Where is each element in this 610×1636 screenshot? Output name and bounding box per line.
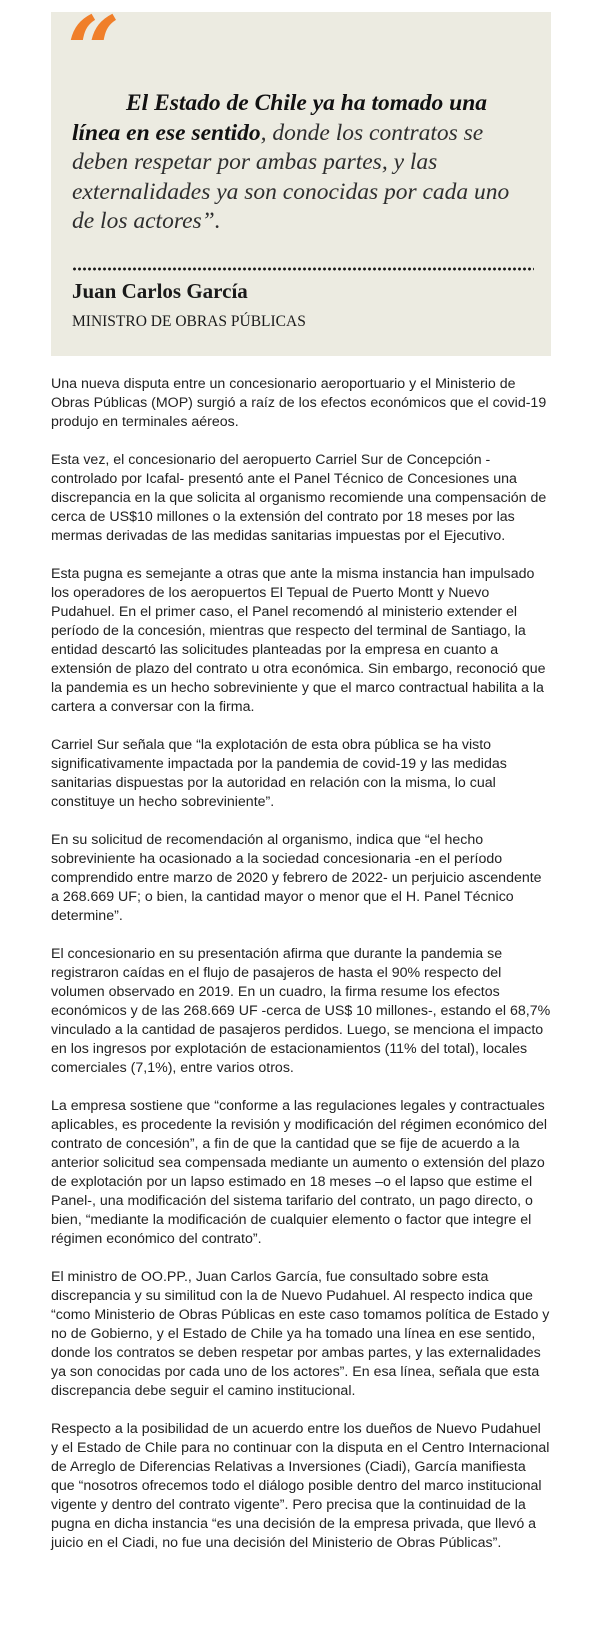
quote-mark-icon: “	[67, 0, 120, 104]
paragraph: Esta vez, el concesionario del aeropuerto Carriel Sur de Concepción -controlado por Icafal- presentó ante el Panel Técnico de Concesiones una discrepancia en la que solicita al organismo recomiende una compensación de cerca de US$10 millones o la extensión del contrato por 18 meses por las mermas derivadas de las medidas sanitarias impuestas por el Ejecutivo.	[51, 452, 547, 544]
paragraph: En su solicitud de recomendación al organismo, indica que “el hecho sobreviniente ha ocasionado a la sociedad concesionaria -en el período comprendido entre marzo de 2020 y febrero de 2022- un perjuicio ascendente a 268.669 UF; o bien, la cantidad mayor o menor que el H. Panel Técnico determine”.	[51, 832, 542, 924]
quote-strong-text: El Estado de Chile ya ha tomado una línea en ese sentido	[72, 90, 488, 146]
paragraph: El ministro de OO.PP., Juan Carlos García, fue consultado sobre esta discrepancia y su similitud con la de Nuevo Pudahuel. Al respecto indica que “como Ministerio de Obras Públicas en este caso tomamos política de Estado y no de Gobierno, y el Estado de Chile ya ha tomado una línea en ese sentido, donde los contratos se deben respetar por ambas partes, y las externalidades ya son conocidas por cada uno de los actores”. En esa línea, señala que esta discrepancia debe seguir el camino institucional.	[51, 1269, 550, 1399]
paragraph: El concesionario en su presentación afirma que durante la pandemia se registraron caídas en el flujo de pasajeros de hasta el 90% respecto del volumen observado en 2019. En un cuadro, la firma resume los efectos económicos y de las 268.669 UF -cerca de US$ 10 millones-, estando el 68,7% vinculado a la cantidad de pasajeros perdidos. Luego, se menciona el impacto en los ingresos por explotación de estacionamientos (11% del total), locales comerciales (7,1%), entre varios otros.	[51, 946, 551, 1076]
article-body	[51, 375, 551, 1553]
paragraph: Esta pugna es semejante a otras que ante la misma instancia han impulsado los operadores de los aeropuertos El Tepual de Puerto Montt y Nuevo Pudahuel. En el primer caso, el Panel recomendó al ministerio extender el período de la concesión, mientras que respecto del terminal de Santiago, la entidad descartó las solicitudes planteadas por la empresa en cuanto a extensión de plazo del contrato u otra económica. Sin embargo, reconoció que la pandemia es un hecho sobreviniente y que el marco contractual habilita a la cartera a conversar con la firma.	[51, 566, 546, 715]
quote-text	[72, 89, 532, 237]
dotted-divider	[72, 267, 534, 271]
paragraph: La empresa sostiene que “conforme a las regulaciones legales y contractuales aplicables, es procedente la revisión y modificación del régimen económico del contrato de concesión”, a fin de que la cantidad que se fije de acuerdo a la anterior solicitud sea compensada mediante un aumento o extensión del plazo de explotación por un lapso estimado en 18 meses –o el lapso que estime el Panel-, una modificación del sistema tarifario del contrato, un pago directo, o bien, “mediante la modificación de cualquier elemento o factor que integre el régimen económico del contrato”.	[51, 1098, 548, 1247]
pull-quote	[51, 0, 551, 356]
paragraph: Respecto a la posibilidad de un acuerdo entre los dueños de Nuevo Pudahuel y el Estado de Chile para no continuar con la disputa en el Centro Internacional de Arreglo de Diferencias Relativas a Inversiones (Ciadi), García manifiesta que “nosotros ofrecemos todo el diálogo posible dentro del marco institucional vigente y dentro del contrato vigente”. Pero precisa que la continuidad de la pugna en dicha instancia “es una decisión de la empresa privada, que llevó a juicio en el Ciadi, no fue una decisión del Ministerio de Obras Públicas”.	[51, 1421, 550, 1551]
paragraph: Carriel Sur señala que “la explotación de esta obra pública se ha visto significativamente impactada por la pandemia de covid-19 y las medidas sanitarias dispuestas por la autoridad en relación con la misma, lo cual constituye un hecho sobreviniente”.	[51, 737, 507, 810]
quote-author: Juan Carlos García	[72, 279, 248, 303]
quote-author-role: MINISTRO DE OBRAS PÚBLICAS	[72, 313, 306, 330]
quote-rest-text: , donde los contratos se deben respetar por ambas partes, y las externalidades ya son conocidas por cada uno de los actores”.	[72, 119, 510, 234]
article	[51, 0, 551, 1572]
paragraph: Una nueva disputa entre un concesionario aeroportuario y el Ministerio de Obras Públicas (MOP) surgió a raíz de los efectos económicos que el covid-19 produjo en terminales aéreos.	[51, 376, 547, 430]
